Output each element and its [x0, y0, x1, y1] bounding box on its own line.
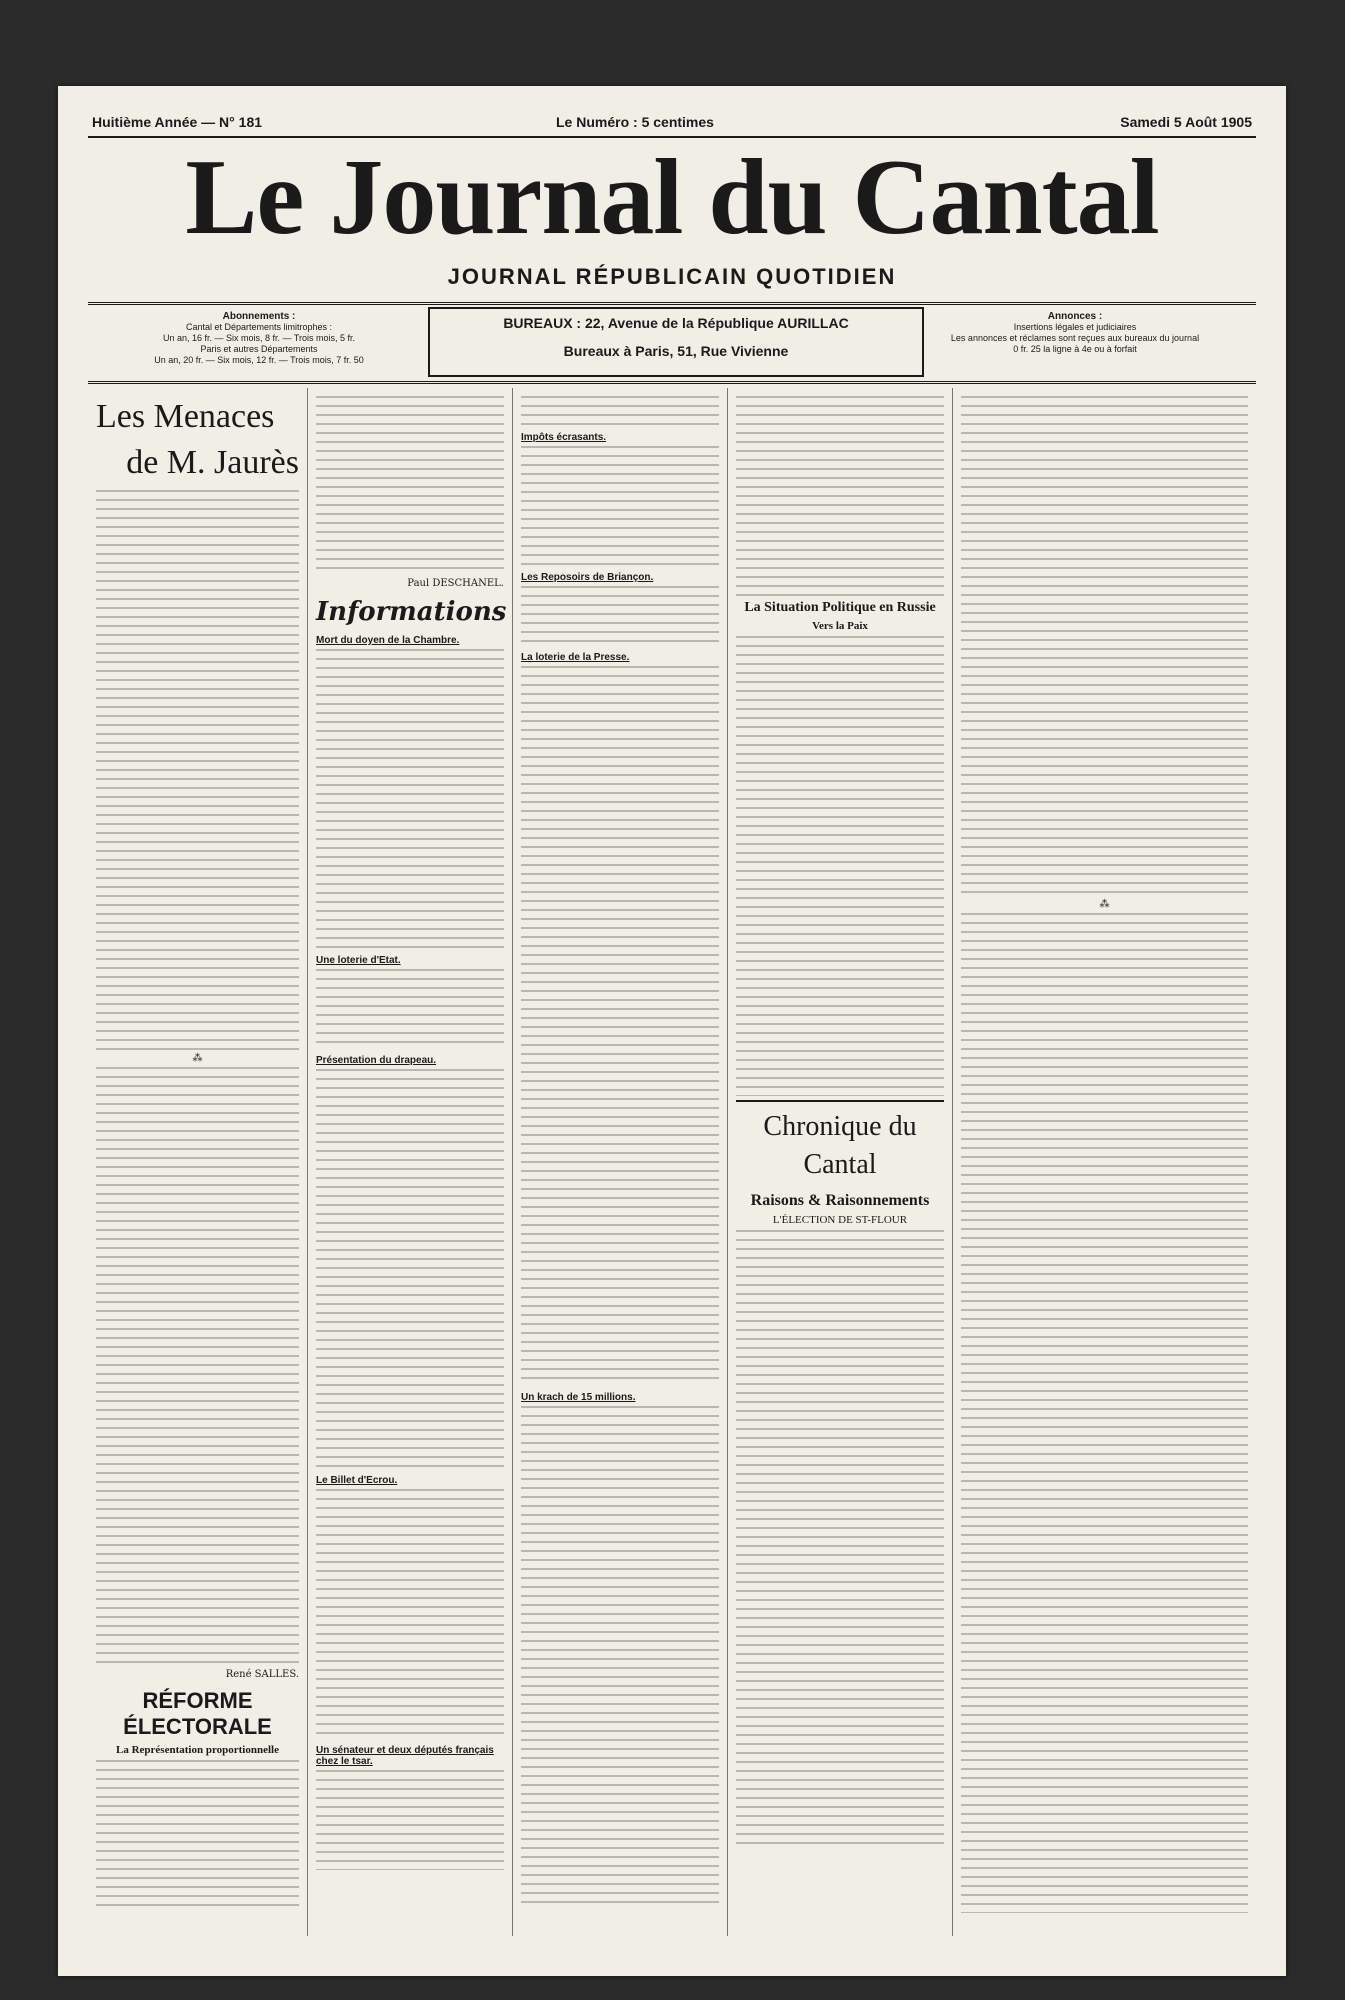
body-text-lines: [521, 446, 719, 566]
column-5: [953, 388, 1256, 1936]
body-text-lines: [96, 1067, 299, 1667]
newspaper-page: [58, 86, 1286, 1976]
article-columns: [88, 388, 1256, 1936]
office-main: BUREAUX : 22, Avenue de la République AURILLAC: [503, 315, 849, 331]
issue-date: Samedi 5 Août 1905: [1120, 114, 1252, 130]
subhead: Les Reposoirs de Briançon.: [521, 572, 654, 583]
subhead: Impôts écrasants.: [521, 432, 607, 443]
info-bar: [88, 302, 1256, 384]
body-text-lines: [316, 1770, 504, 1870]
subhead: Mort du doyen de la Chambre.: [316, 635, 460, 646]
body-text-lines: [316, 396, 504, 576]
masthead-subtitle: JOURNAL RÉPUBLICAIN QUOTIDIEN: [447, 264, 897, 289]
body-text-lines: [736, 636, 944, 1096]
body-text-lines: [521, 666, 719, 1386]
signature: René SALLES.: [225, 1669, 299, 1680]
column-2: [308, 388, 513, 1936]
column-3: [513, 388, 728, 1936]
article-title: L'ÉLECTION DE ST-FLOUR: [772, 1214, 908, 1226]
subs-line: Un an, 16 fr. — Six mois, 8 fr. — Trois mois, 5 fr.: [162, 333, 356, 343]
body-text-lines: [316, 649, 504, 949]
ads-title: Annonces :: [1047, 311, 1103, 322]
column-1: [88, 388, 308, 1936]
subhead: La loterie de la Presse.: [521, 652, 630, 663]
subhead: Vers la Paix: [812, 620, 868, 632]
body-text-lines: [736, 396, 944, 596]
column-4: [728, 388, 953, 1936]
body-text-lines: [316, 1489, 504, 1739]
subs-line: Cantal et Départements limitrophes :: [185, 322, 333, 332]
ads-line: Les annonces et réclames sont reçues aux bureaux du journal: [950, 333, 1200, 343]
subhead: Un sénateur et deux députés français chez le tsar.: [316, 1745, 494, 1767]
body-text-lines: [96, 490, 299, 1050]
subhead: Présentation du drapeau.: [316, 1055, 437, 1066]
masthead-title: Le Journal du Cantal: [185, 138, 1159, 257]
section-subtitle: Raisons & Raisonnements: [750, 1192, 930, 1209]
offices-box: [428, 307, 924, 377]
headline: La Situation Politique en Russie: [744, 600, 936, 615]
body-text-lines: [961, 396, 1248, 896]
office-paris: Bureaux à Paris, 51, Rue Vivienne: [563, 343, 789, 359]
section-subtitle: La Représentation proportionnelle: [116, 1744, 279, 1756]
subs-line: Paris et autres Départements: [200, 344, 318, 354]
ads-line: Insertions légales et judiciaires: [1013, 322, 1137, 332]
body-text-lines: [521, 1406, 719, 1906]
section-title: RÉFORME ÉLECTORALE: [123, 1688, 272, 1739]
subhead: Le Billet d'Ecrou.: [316, 1475, 398, 1486]
top-info-line: [92, 114, 1252, 136]
body-text-lines: [316, 1069, 504, 1469]
signature: Paul DESCHANEL.: [407, 578, 504, 589]
asterism: ⁂: [192, 1053, 203, 1064]
section-title: Chronique du Cantal: [736, 1100, 944, 1184]
issue-price: Le Numéro : 5 centimes: [556, 114, 714, 130]
body-text-lines: [736, 1230, 944, 1850]
section-title: Informations: [316, 597, 507, 627]
edition-number: Huitième Année — N° 181: [92, 114, 263, 130]
subscriptions-box: [94, 311, 424, 366]
body-text-lines: [521, 396, 719, 426]
ads-box: [900, 311, 1250, 355]
body-text-lines: [521, 586, 719, 646]
subhead: Une loterie d'Etat.: [316, 955, 401, 966]
headline: Les Menaces: [96, 398, 275, 435]
subs-title: Abonnements :: [222, 311, 296, 322]
body-text-lines: [96, 1760, 299, 1910]
subhead: Un krach de 15 millions.: [521, 1392, 636, 1403]
subs-line: Un an, 20 fr. — Six mois, 12 fr. — Trois mois, 7 fr. 50: [154, 355, 364, 365]
asterism: ⁂: [1099, 899, 1110, 910]
ads-line: 0 fr. 25 la ligne à 4e ou à forfait: [1013, 344, 1137, 354]
body-text-lines: [316, 969, 504, 1049]
headline: de M. Jaurès: [126, 444, 299, 481]
body-text-lines: [961, 913, 1248, 1913]
